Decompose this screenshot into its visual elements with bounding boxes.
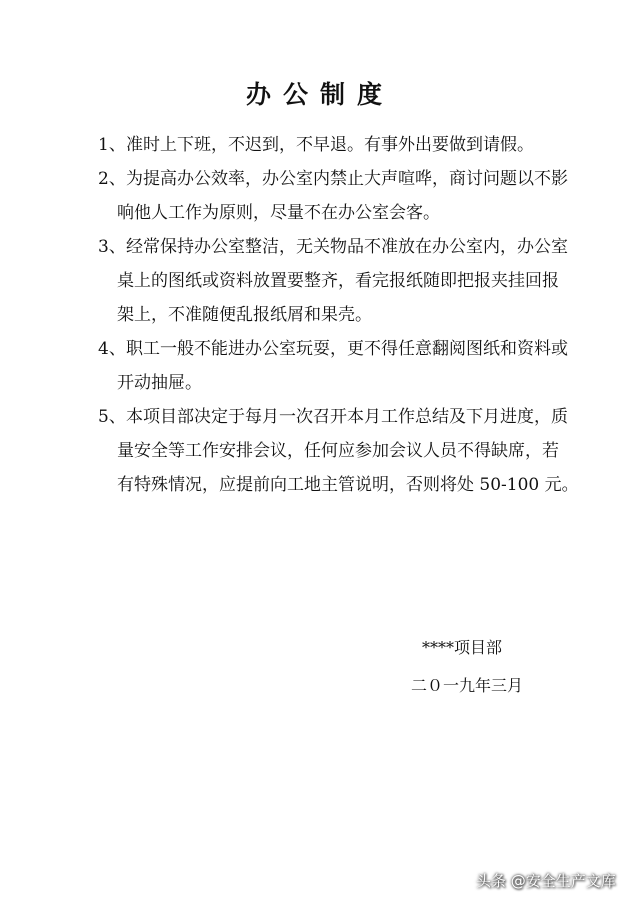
rule-text-line: 开动抽屉。 — [117, 373, 202, 393]
signature-date: 二０一九年三月 — [411, 676, 524, 695]
rule-number: 2、 — [98, 169, 126, 189]
rule-number: 5、 — [98, 407, 126, 427]
rule-text-line: 量安全等工作安排会议，任何应参加会议人员不得缺席，若 — [117, 441, 559, 461]
rule-text-line: 本项目部决定于每月一次召开本月工作总结及下月进度，质 — [126, 407, 568, 427]
signature-organization: ****项目部 — [422, 638, 503, 657]
document-title: 办公制度 — [245, 80, 394, 109]
rule-text-line: 为提高办公效率，办公室内禁止大声喧哗，商讨问题以不影 — [126, 169, 568, 189]
rule-text-line: 经常保持办公室整洁，无关物品不准放在办公室内，办公室 — [126, 237, 568, 257]
rule-text-line: 有特殊情况，应提前向工地主管说明，否则将处 50-100 元。 — [117, 475, 579, 495]
rule-text-line: 响他人工作为原则，尽量不在办公室会客。 — [117, 203, 440, 223]
source-watermark: 头条 @安全生产文库 — [476, 872, 616, 890]
rule-number: 1、 — [98, 135, 126, 155]
rule-text-line: 架上，不准随便乱报纸屑和果壳。 — [117, 305, 372, 325]
rule-item — [98, 230, 568, 332]
rules-list — [98, 128, 579, 502]
rule-text-line: 职工一般不能进办公室玩耍，更不得任意翻阅图纸和资料或 — [126, 339, 568, 359]
rule-number: 4、 — [98, 339, 126, 359]
rule-item — [98, 162, 568, 230]
rule-text-line: 桌上的图纸或资料放置要整齐，看完报纸随即把报夹挂回报 — [117, 271, 559, 291]
rule-item — [98, 332, 568, 400]
rule-text-line: 准时上下班，不迟到，不早退。有事外出要做到请假。 — [126, 135, 534, 155]
rule-item — [98, 128, 560, 162]
rule-number: 3、 — [98, 237, 126, 257]
rule-item — [98, 400, 579, 502]
